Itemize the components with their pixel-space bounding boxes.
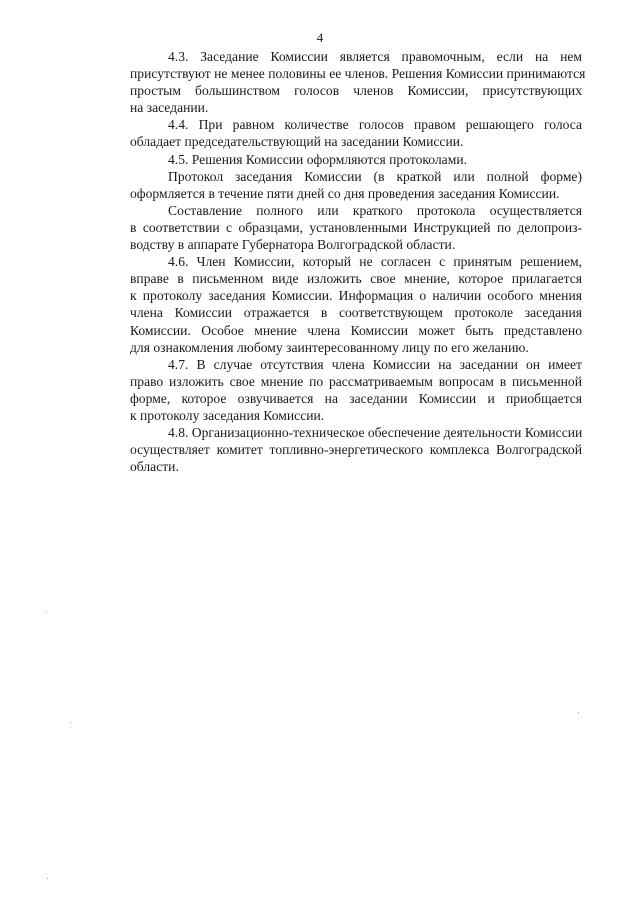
text-line: форме, которое озвучивается на заседании Комиссии и приобщается	[130, 390, 582, 406]
text-line: области.	[130, 459, 179, 475]
text-line: простым большинством голосов членов Комиссии, присутствующих	[130, 83, 582, 99]
text-line: члена Комиссии отражается в соответствующем протоколе заседания	[130, 305, 582, 321]
text-line: осуществляет комитет топливно-энергетического комплекса Волгоградской	[130, 442, 582, 458]
text-line: присутствуют не менее половины ее членов. Решения Комиссии принимаются	[130, 66, 586, 82]
text-line: Протокол заседания Комиссии (в краткой или полной форме)	[168, 168, 582, 184]
page-number: 4	[316, 30, 324, 45]
text-line: 4.7. В случае отсутствия члена Комиссии на заседании он имеет	[168, 356, 582, 372]
text-line: 4.4. При равном количестве голосов правом решающего голоса	[168, 117, 582, 133]
paragraph-4-8	[92, 424, 582, 475]
text-line: водству в аппарате Губернатора Волгоградской области.	[130, 237, 456, 253]
paragraph-4-4	[92, 116, 582, 150]
paragraph-protocol	[92, 168, 582, 202]
text-line: вправе в письменном виде изложить свое мнение, которое прилагается	[130, 271, 582, 287]
scan-speck	[578, 712, 579, 713]
paragraph-4-3	[92, 48, 586, 116]
text-line: 4.3. Заседание Комиссии является правомочным, если на нем	[168, 49, 582, 64]
paragraph-4-6	[92, 253, 582, 356]
text-line: на заседании.	[130, 100, 209, 116]
scan-speck	[47, 878, 48, 879]
text-line: Составление полного или краткого протокола осуществляется	[168, 202, 582, 218]
text-line: право изложить свое мнение по рассматриваемым вопросам в письменной	[130, 373, 582, 389]
text-line: к протоколу заседания Комиссии.	[130, 407, 325, 423]
text-line: для ознакомления любому заинтересованному лицу по его желанию.	[130, 339, 529, 355]
text-line: 4.5. Решения Комиссии оформляются протоколами.	[168, 151, 467, 167]
text-line: в соответствии с образцами, установленными Инструкцией по делопроиз-	[130, 219, 582, 235]
paragraph-composition	[92, 202, 582, 253]
text-line: обладает председательствующий на заседании Комиссии.	[130, 134, 464, 150]
paragraph-4-7	[92, 356, 582, 424]
paragraph-4-5	[92, 151, 582, 168]
text-line: 4.8. Организационно-техническое обеспечение деятельности Комиссии	[168, 425, 583, 441]
document-body	[92, 48, 586, 475]
text-line: 4.6. Член Комиссии, который не согласен с принятым решением,	[168, 254, 582, 270]
text-line: к протоколу заседания Комиссии. Информация о наличии особого мнения	[130, 288, 582, 304]
text-line: Комиссии. Особое мнение члена Комиссии может быть представлено	[130, 322, 582, 338]
scan-speck	[46, 612, 47, 613]
scan-speck	[70, 722, 71, 723]
text-line: оформляется в течение пяти дней со дня проведения заседания Комиссии.	[130, 185, 560, 201]
